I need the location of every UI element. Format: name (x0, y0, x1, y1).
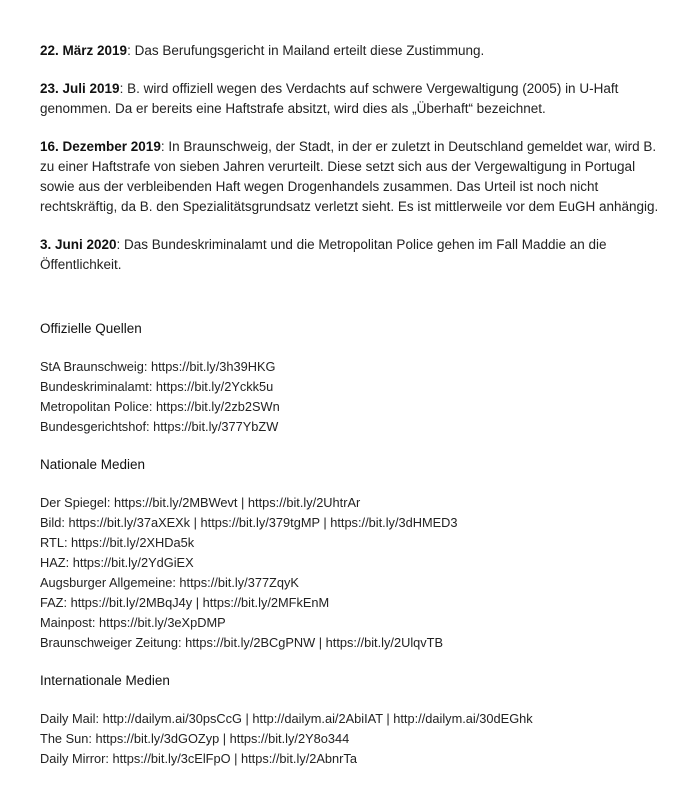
source-item: Der Spiegel: https://bit.ly/2MBWevt | https://bit.ly/2UhtrAr (40, 495, 361, 510)
timeline-entry (40, 137, 670, 217)
timeline-entry (40, 41, 670, 61)
section-spacer (40, 293, 670, 319)
source-item: Mainpost: https://bit.ly/3eXpDMP (40, 615, 226, 630)
section-heading-international: Internationale Medien (40, 673, 170, 688)
entry-date: 3. Juni 2020 (40, 237, 117, 252)
source-list-international (40, 709, 670, 769)
source-item: Bundeskriminalamt: https://bit.ly/2Yckk5u (40, 379, 274, 394)
document-page (40, 41, 670, 787)
source-item: Daily Mirror: https://bit.ly/3cElFpO | https://bit.ly/2AbnrTa (40, 751, 357, 766)
source-item: Bundesgerichtshof: https://bit.ly/377YbZW (40, 419, 279, 434)
source-item: Bild: https://bit.ly/37aXEXk | https://bit.ly/379tgMP | https://bit.ly/3dHMED3 (40, 515, 458, 530)
entry-text: : Das Bundeskriminalamt und die Metropolitan Police gehen im Fall Maddie an die Öffentlichkeit. (40, 237, 607, 272)
source-item: FAZ: https://bit.ly/2MBqJ4y | https://bit.ly/2MFkEnM (40, 595, 330, 610)
entry-date: 22. März 2019 (40, 43, 128, 58)
source-item: Braunschweiger Zeitung: https://bit.ly/2BCgPNW | https://bit.ly/2UlqvTB (40, 635, 444, 650)
source-item: Daily Mail: http://dailym.ai/30psCcG | http://dailym.ai/2AbiIAT | http://dailym.ai/30dEGhk (40, 711, 533, 726)
source-list-national (40, 493, 670, 653)
source-item: StA Braunschweig: https://bit.ly/3h39HKG (40, 359, 276, 374)
entry-text: : B. wird offiziell wegen des Verdachts auf schwere Vergewaltigung (2005) in U-Haft genommen. Da er bereits eine Haftstrafe absitzt, wird dies als „Überhaft“ bezeichnet. (40, 81, 619, 116)
entry-date: 23. Juli 2019 (40, 81, 120, 96)
timeline-entry (40, 235, 670, 275)
section-heading-national: Nationale Medien (40, 457, 146, 472)
section-heading-official: Offizielle Quellen (40, 321, 142, 336)
source-item: Metropolitan Police: https://bit.ly/2zb2SWn (40, 399, 280, 414)
source-item: Augsburger Allgemeine: https://bit.ly/377ZqyK (40, 575, 299, 590)
timeline-entry (40, 79, 670, 119)
entry-date: 16. Dezember 2019 (40, 139, 161, 154)
source-item: HAZ: https://bit.ly/2YdGiEX (40, 555, 194, 570)
source-item: The Sun: https://bit.ly/3dGOZyp | https://bit.ly/2Y8o344 (40, 731, 350, 746)
entry-text: : In Braunschweig, der Stadt, in der er zuletzt in Deutschland gemeldet war, wird B. zu einer Haftstrafe von sieben Jahren verurteilt. Diese setzt sich aus der Vergewaltigung in Portugal sowie aus der verbleibenden Haft wegen Drogenhandels zusammen. Das Urteil ist noch nicht rechtskräftig, da B. den Spezialitätsgrundsatz verletzt sieht. Es ist mittlerweile vor dem EuGH anhängig. (40, 139, 659, 214)
source-list-official (40, 357, 670, 437)
entry-text: : Das Berufungsgericht in Mailand erteilt diese Zustimmung. (127, 43, 485, 58)
source-item: RTL: https://bit.ly/2XHDa5k (40, 535, 195, 550)
